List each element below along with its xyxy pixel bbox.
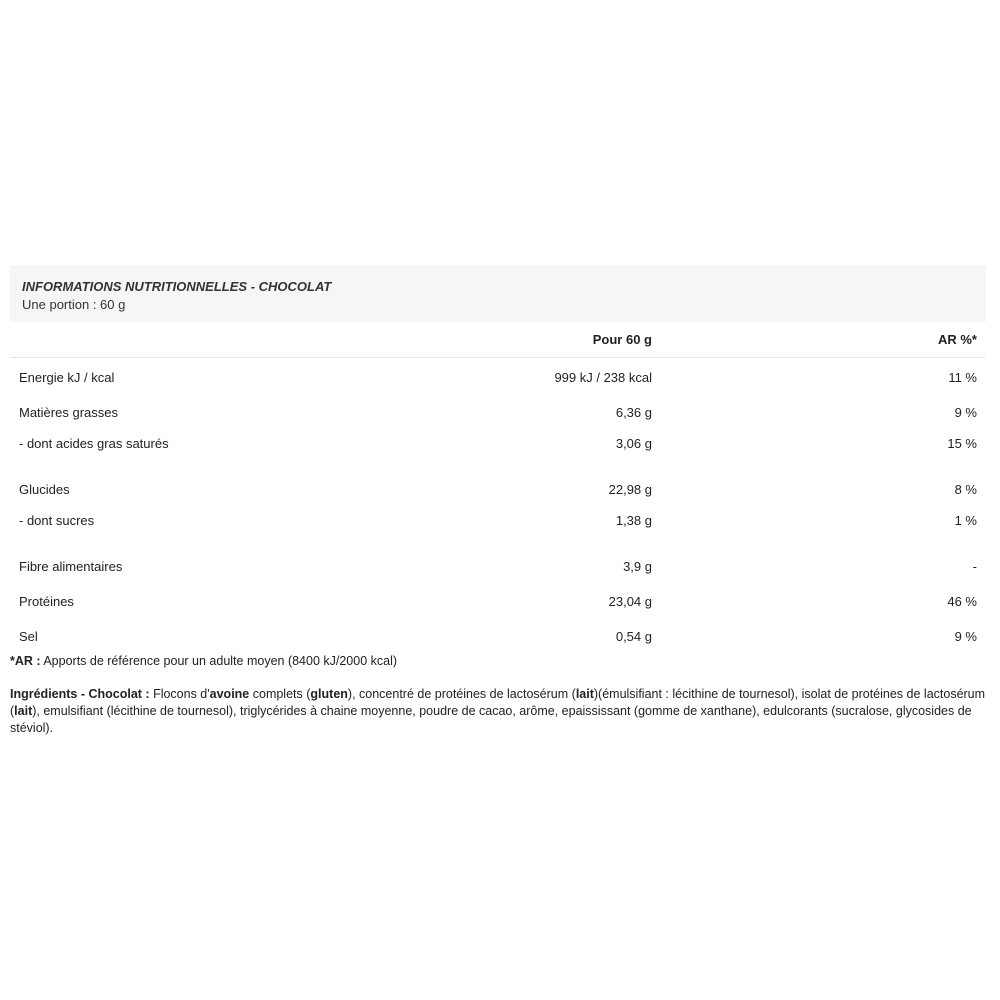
nutrition-panel [10,266,986,737]
table-row [10,474,986,505]
table-row [10,621,986,652]
ingredients-text [10,686,986,737]
table-header-row [10,322,986,358]
nutrient-value: 3,06 g [615,436,652,451]
header-per-portion: Pour 60 g [592,332,652,347]
footnote-label: *AR : [10,654,41,668]
nutrient-value: 23,04 g [608,594,652,609]
nutrient-ar: 9 % [954,629,977,644]
footnote [10,654,986,668]
nutrient-value: 6,36 g [615,405,652,420]
panel-header [10,266,986,322]
nutrient-ar: 1 % [954,513,977,528]
nutrient-name: Sel [19,629,38,644]
nutrient-ar: 8 % [954,482,977,497]
panel-title: INFORMATIONS NUTRITIONNELLES - CHOCOLAT [22,279,332,294]
ingredients-part: )(émulsifiant : lécithine de tournesol), isolat de protéines de lactosérum ( [10,687,986,718]
table-row [10,428,986,459]
nutrient-value: 3,9 g [623,559,652,574]
nutrient-ar: 15 % [947,436,977,451]
nutrient-name: Glucides [19,482,70,497]
nutrient-value: 0,54 g [615,629,652,644]
allergen-gluten: gluten [310,687,348,701]
allergen-oat: avoine [209,687,250,701]
ingredients-part: complets ( [249,687,311,701]
nutrient-value: 1,38 g [615,513,652,528]
table-row [10,586,986,617]
nutrient-ar: - [972,559,977,574]
nutrient-ar: 11 % [948,370,977,385]
allergen-milk: lait [14,704,33,718]
nutrient-ar: 46 % [947,594,977,609]
table-row [10,505,986,536]
nutrient-name: - dont sucres [19,513,95,528]
nutrient-ar: 9 % [954,405,977,420]
nutrient-name: Energie kJ / kcal [19,370,115,385]
table-row [10,362,986,393]
table-row [10,397,986,428]
footnote-text: Apports de référence pour un adulte moyen (8400 kJ/2000 kcal) [40,654,398,668]
nutrient-name: Protéines [19,594,74,609]
table-row [10,551,986,582]
allergen-milk: lait [575,687,594,701]
header-ar: AR %* [937,332,977,347]
nutrient-value: 22,98 g [608,482,652,497]
ingredients-part: ), concentré de protéines de lactosérum ( [347,687,576,701]
nutrient-name: - dont acides gras saturés [19,436,169,451]
portion-size: Une portion : 60 g [22,297,126,312]
ingredients-label: Ingrédients - Chocolat : [10,687,150,701]
ingredients-part: ), emulsifiant (lécithine de tournesol), triglycérides à chaine moyenne, poudre de cacao, arôme, epaississant (gomme de xanthane), edulcorants (sucralose, glycosides de stéviol). [10,704,972,735]
ingredients-part: Flocons d' [149,687,210,701]
nutrient-value: 999 kJ / 238 kcal [554,370,652,385]
nutrient-name: Fibre alimentaires [19,559,123,574]
nutrient-name: Matières grasses [19,405,118,420]
